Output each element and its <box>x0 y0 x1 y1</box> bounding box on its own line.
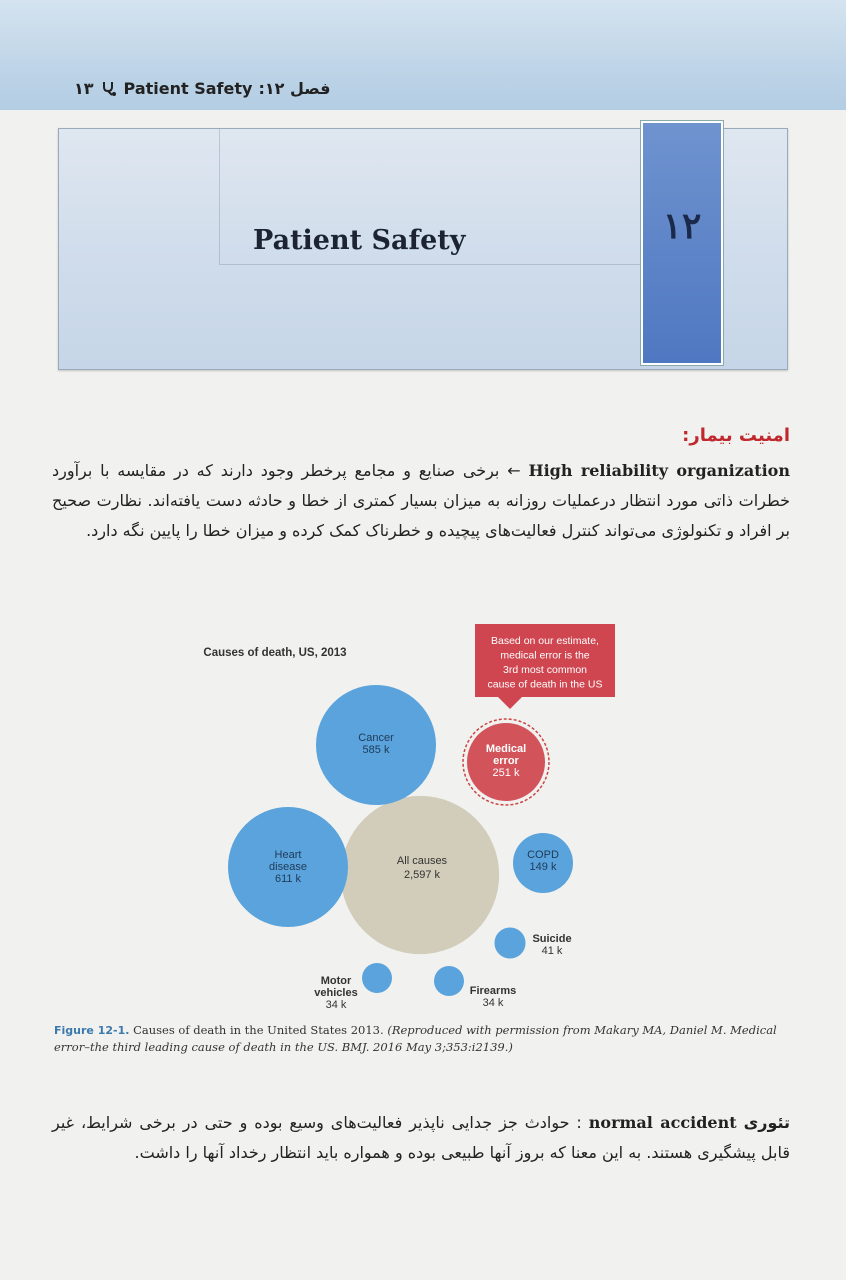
label-motor-vehicles-0: Motor <box>320 975 352 987</box>
chart-title: Causes of death, US, 2013 <box>203 647 347 659</box>
running-chapter-label: فصل ۱۲: <box>258 78 331 98</box>
stethoscope-icon <box>100 79 118 97</box>
value-motor-vehicles: 34 k <box>325 999 347 1011</box>
label-copd-0: COPD <box>527 849 559 861</box>
label-heart-disease-1: disease <box>269 861 307 873</box>
value-copd: 149 k <box>529 861 557 873</box>
term-normal-accident: normal accident <box>588 1113 737 1132</box>
section-heading: امنیت بیمار: <box>682 425 790 446</box>
figure-caption <box>54 1022 796 1055</box>
figure-label: Figure 12-1. <box>54 1024 130 1037</box>
label-cancer-0: Cancer <box>358 732 394 744</box>
chapter-number: ۱۲ <box>662 205 702 247</box>
value-all-causes: 2,597 k <box>403 869 441 881</box>
paragraph-high-reliability <box>52 456 790 546</box>
paragraph1-text: برخی صنایع و مجامع پرخطر وجود دارند که در مقایسه با برآورد خطرات ذاتی مورد انتظار درعملیات روزانه به میزان بسیار کمتری از خطا و حادثه دست یافته‌اند. نظارت صحیح بر افراد و تکنولوژی می‌تواند کنترل فعالیت‌های پیچیده و خطرناک کمک کرده و میزان خطا را پایین نگه دارد. <box>52 461 790 540</box>
chapter-number-box <box>641 121 723 365</box>
value-heart-disease: 611 k <box>274 873 302 885</box>
value-medical-error: 251 k <box>492 767 520 779</box>
label-suicide-0: Suicide <box>532 933 572 945</box>
annotation-line-2: 3rd most common <box>502 664 588 676</box>
label-firearms-0: Firearms <box>469 985 517 997</box>
chapter-title-box <box>58 128 788 370</box>
running-chapter-name: Patient Safety <box>123 78 253 98</box>
annotation-line-0: Based on our estimate, <box>491 635 599 647</box>
annotation-line-1: medical error is the <box>500 649 590 662</box>
label-all-causes: All causes <box>396 855 448 867</box>
chapter-title: Patient Safety <box>253 225 466 256</box>
page-number: ۱۳ <box>74 78 94 98</box>
annotation-line-3: cause of death in the US <box>487 678 603 691</box>
bubble-chart <box>200 620 640 1020</box>
bubble-motor-vehicles <box>362 963 392 993</box>
paragraph-normal-accident <box>52 1108 790 1168</box>
bubble-suicide <box>494 927 525 958</box>
value-cancer: 585 k <box>362 744 390 756</box>
label-heart-disease-0: Heart <box>274 849 302 861</box>
value-suicide: 41 k <box>541 945 563 957</box>
bubble-firearms <box>434 966 464 996</box>
label-motor-vehicles-1: vehicles <box>314 987 358 999</box>
label-medical-error-1: error <box>493 755 519 767</box>
paragraph2-text: : حوادث جز جدایی ناپذیر فعالیت‌های وسیع بوده و حتی در برخی شرایط، غیر قابل پیشگیری هستند. به این معنا که بروز آنها طبیعی بوده و همواره باید انتظار رخداد آنها را داشت. <box>52 1113 790 1162</box>
paragraph2-prefix: تئوری <box>743 1113 791 1132</box>
value-firearms: 34 k <box>482 997 504 1009</box>
annotation-pointer <box>498 697 522 709</box>
label-medical-error-0: Medical <box>485 743 527 755</box>
arrow-symbol: ← <box>507 461 521 480</box>
running-head <box>74 76 330 100</box>
figure-credit: (Reproduced with permission from Makary MA, Daniel M. Medical error–the third leading cause of death in the US. BMJ. 2016 May 3;353:i2139.) <box>54 1023 777 1054</box>
causes-of-death-figure <box>200 620 640 1020</box>
term-high-reliability: High reliability organization <box>528 461 790 480</box>
figure-caption-text: Causes of death in the United States 2013. <box>133 1023 384 1037</box>
